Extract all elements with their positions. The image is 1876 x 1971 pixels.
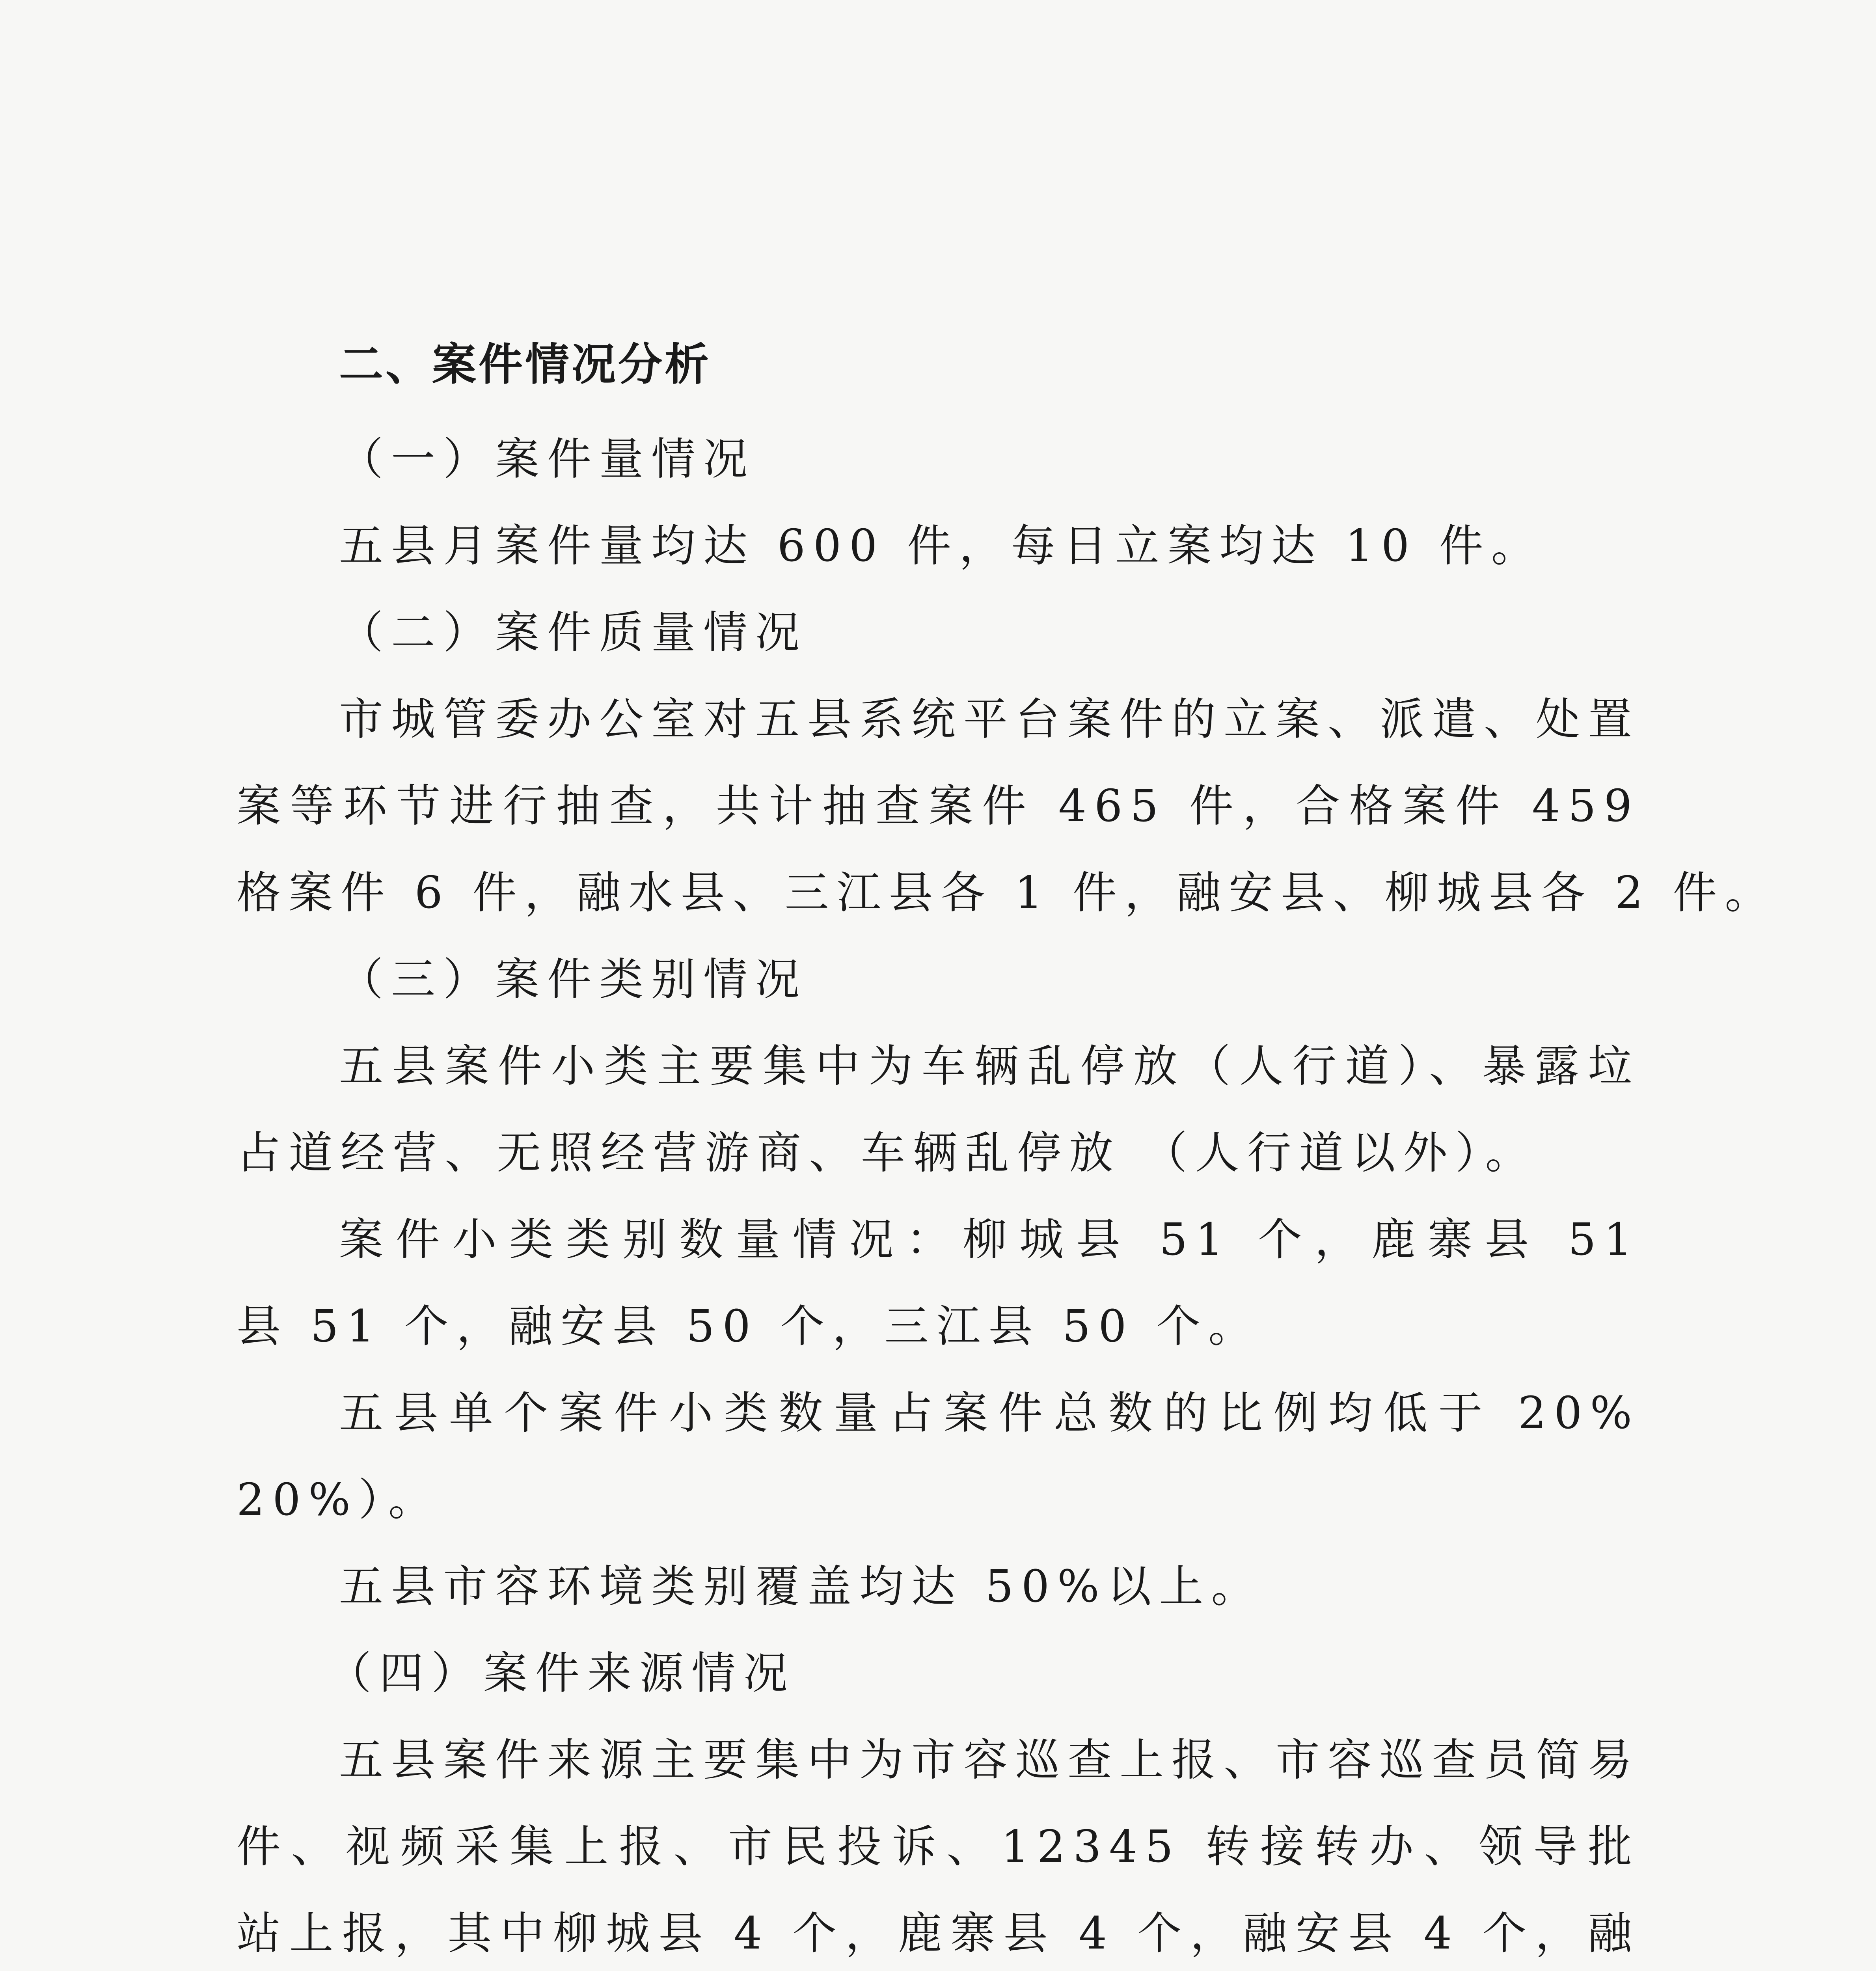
paragraph-line: 五县单个案件小类数量占案件总数的比例均低于 20% (339, 1388, 1640, 1439)
paragraph-line: 站上报，其中柳城县 4 个，鹿寨县 4 个，融安县 4 个，融 (237, 1908, 1640, 1959)
subsection-heading-4: （四）案件来源情况 (327, 1648, 795, 1699)
paragraph-line: 市城管委办公室对五县系统平台案件的立案、派遣、处置 (339, 694, 1640, 745)
subsection-heading-1: （一）案件量情况 (339, 434, 755, 485)
paragraph-line: 五县市容环境类别覆盖均达 50%以上。 (339, 1561, 1263, 1612)
paragraph-line: 占道经营、无照经营游商、车辆乱停放 （人行道以外）。 (237, 1127, 1537, 1179)
subsection-heading-2: （二）案件质量情况 (339, 607, 807, 658)
paragraph-line: 五县案件来源主要集中为市容巡查上报、市容巡查员简易 (339, 1734, 1640, 1786)
paragraph-line: 县 51 个，融安县 50 个，三江县 50 个。 (237, 1301, 1261, 1352)
paragraph-line: 案等环节进行抽查，共计抽查案件 465 件，合格案件 459 (237, 781, 1640, 832)
subsection-heading-3: （三）案件类别情况 (339, 954, 807, 1005)
paragraph-line: 案件小类类别数量情况：柳城县 51 个，鹿寨县 51 (339, 1214, 1640, 1265)
section-heading: 二、案件情况分析 (339, 339, 711, 390)
paragraph-line: 20%）。 (237, 1474, 440, 1526)
paragraph-line: 件、视频采集上报、市民投诉、12345 转接转办、领导批 (237, 1821, 1640, 1872)
paragraph-line: 五县月案件量均达 600 件，每日立案均达 10 件。 (339, 520, 1543, 572)
paragraph-line: 五县案件小类主要集中为车辆乱停放（人行道）、暴露垃 (339, 1041, 1640, 1092)
paragraph-line: 格案件 6 件，融水县、三江县各 1 件，融安县、柳城县各 2 件。 (237, 867, 1777, 918)
